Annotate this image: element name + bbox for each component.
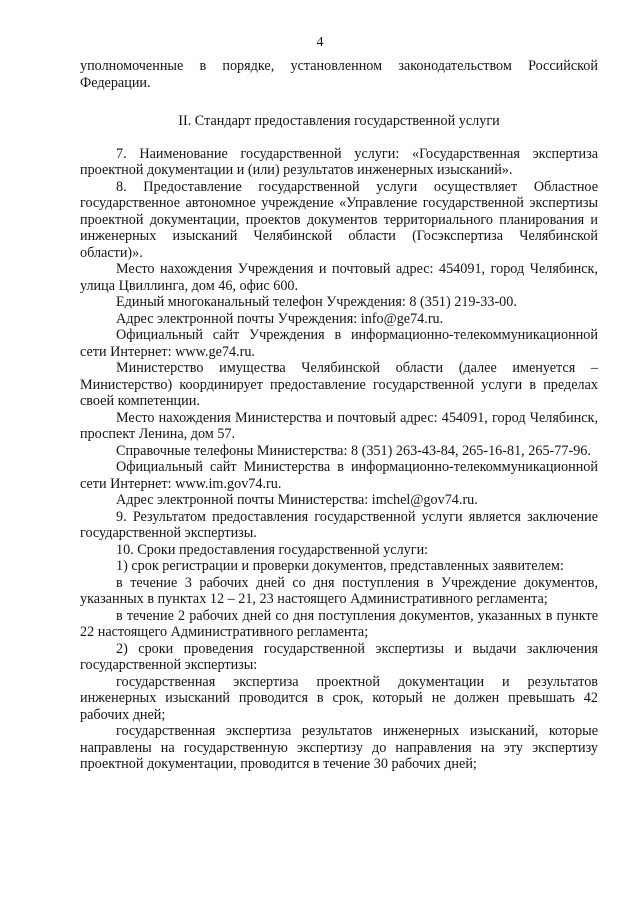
paragraph-term-2-days: в течение 2 рабочих дней со дня поступления документов, указанных в пункте 22 настоящего Административного регламента; bbox=[80, 607, 598, 640]
paragraph-term-30-days: государственная экспертиза результатов инженерных изысканий, которые направлены на государственную экспертизу до направления на эту экспертизу проектной документации, проводится в течение 30 рабочих дней; bbox=[80, 723, 598, 772]
page-number: 4 bbox=[316, 35, 324, 50]
paragraph-office-address: Место нахождения Учреждения и почтовый адрес: 454091, город Челябинск, улица Цвиллинга, дом 46, офис 600. bbox=[80, 261, 598, 294]
paragraph-ministry-email: Адрес электронной почты Министерства: imchel@gov74.ru. bbox=[116, 492, 478, 508]
paragraph-subitem-2: 2) сроки проведения государственной экспертизы и выдачи заключения государственной экспертизы: bbox=[80, 640, 598, 673]
paragraph-office-phone: Единый многоканальный телефон Учреждения: 8 (351) 219-33-00. bbox=[116, 294, 517, 310]
paragraph-ministry-website: Официальный сайт Министерства в информационно-телекоммуникационной сети Интернет: www.im.gov74.ru. bbox=[80, 459, 598, 492]
paragraph-ministry: Министерство имущества Челябинской области (далее именуется – Министерство) координирует предоставление государственной услуги в пределах своей компетенции. bbox=[80, 360, 598, 409]
paragraph-office-website: Официальный сайт Учреждения в информационно-телекоммуникационной сети Интернет: www.ge74.ru. bbox=[80, 327, 598, 360]
paragraph-item-8: 8. Предоставление государственной услуги осуществляет Областное государственное автономное учреждение «Управление государственной экспертизы проектной документации, проектов документов территориального планирования и инженерных изысканий Челябинской области (Госэкспертиза Челябинской области)». bbox=[80, 178, 598, 261]
paragraph-item-10: 10. Сроки предоставления государственной услуги: bbox=[116, 541, 429, 558]
paragraph-term-3-days: в течение 3 рабочих дней со дня поступления в Учреждение документов, указанных в пунктах 12 – 21, 23 настоящего Административного регламента; bbox=[80, 574, 598, 607]
document-body bbox=[80, 58, 598, 773]
paragraph-office-email: Адрес электронной почты Учреждения: info@ge74.ru. bbox=[116, 310, 444, 327]
paragraph-subitem-1: 1) срок регистрации и проверки документов, представленных заявителем: bbox=[116, 558, 564, 574]
paragraph-ministry-phones: Справочные телефоны Министерства: 8 (351) 263-43-84, 265-16-81, 265-77-96. bbox=[116, 442, 591, 459]
paragraph-term-42-days: государственная экспертиза проектной документации и результатов инженерных изысканий проводится в срок, который не должен превышать 42 рабочих дней; bbox=[80, 673, 598, 723]
section-heading: II. Стандарт предоставления государственной услуги bbox=[178, 113, 500, 129]
paragraph-item-9: 9. Результатом предоставления государственной услуги является заключение государственной экспертизы. bbox=[80, 508, 598, 541]
paragraph-ministry-address: Место нахождения Министерства и почтовый адрес: 454091, город Челябинск, проспект Ленина, дом 57. bbox=[80, 409, 598, 442]
paragraph-item-7: 7. Наименование государственной услуги: «Государственная экспертиза проектной документации и (или) результатов инженерных изысканий». bbox=[80, 145, 598, 178]
paragraph-continuation: уполномоченные в порядке, установленном законодательством Российской Федерации. bbox=[80, 58, 598, 91]
